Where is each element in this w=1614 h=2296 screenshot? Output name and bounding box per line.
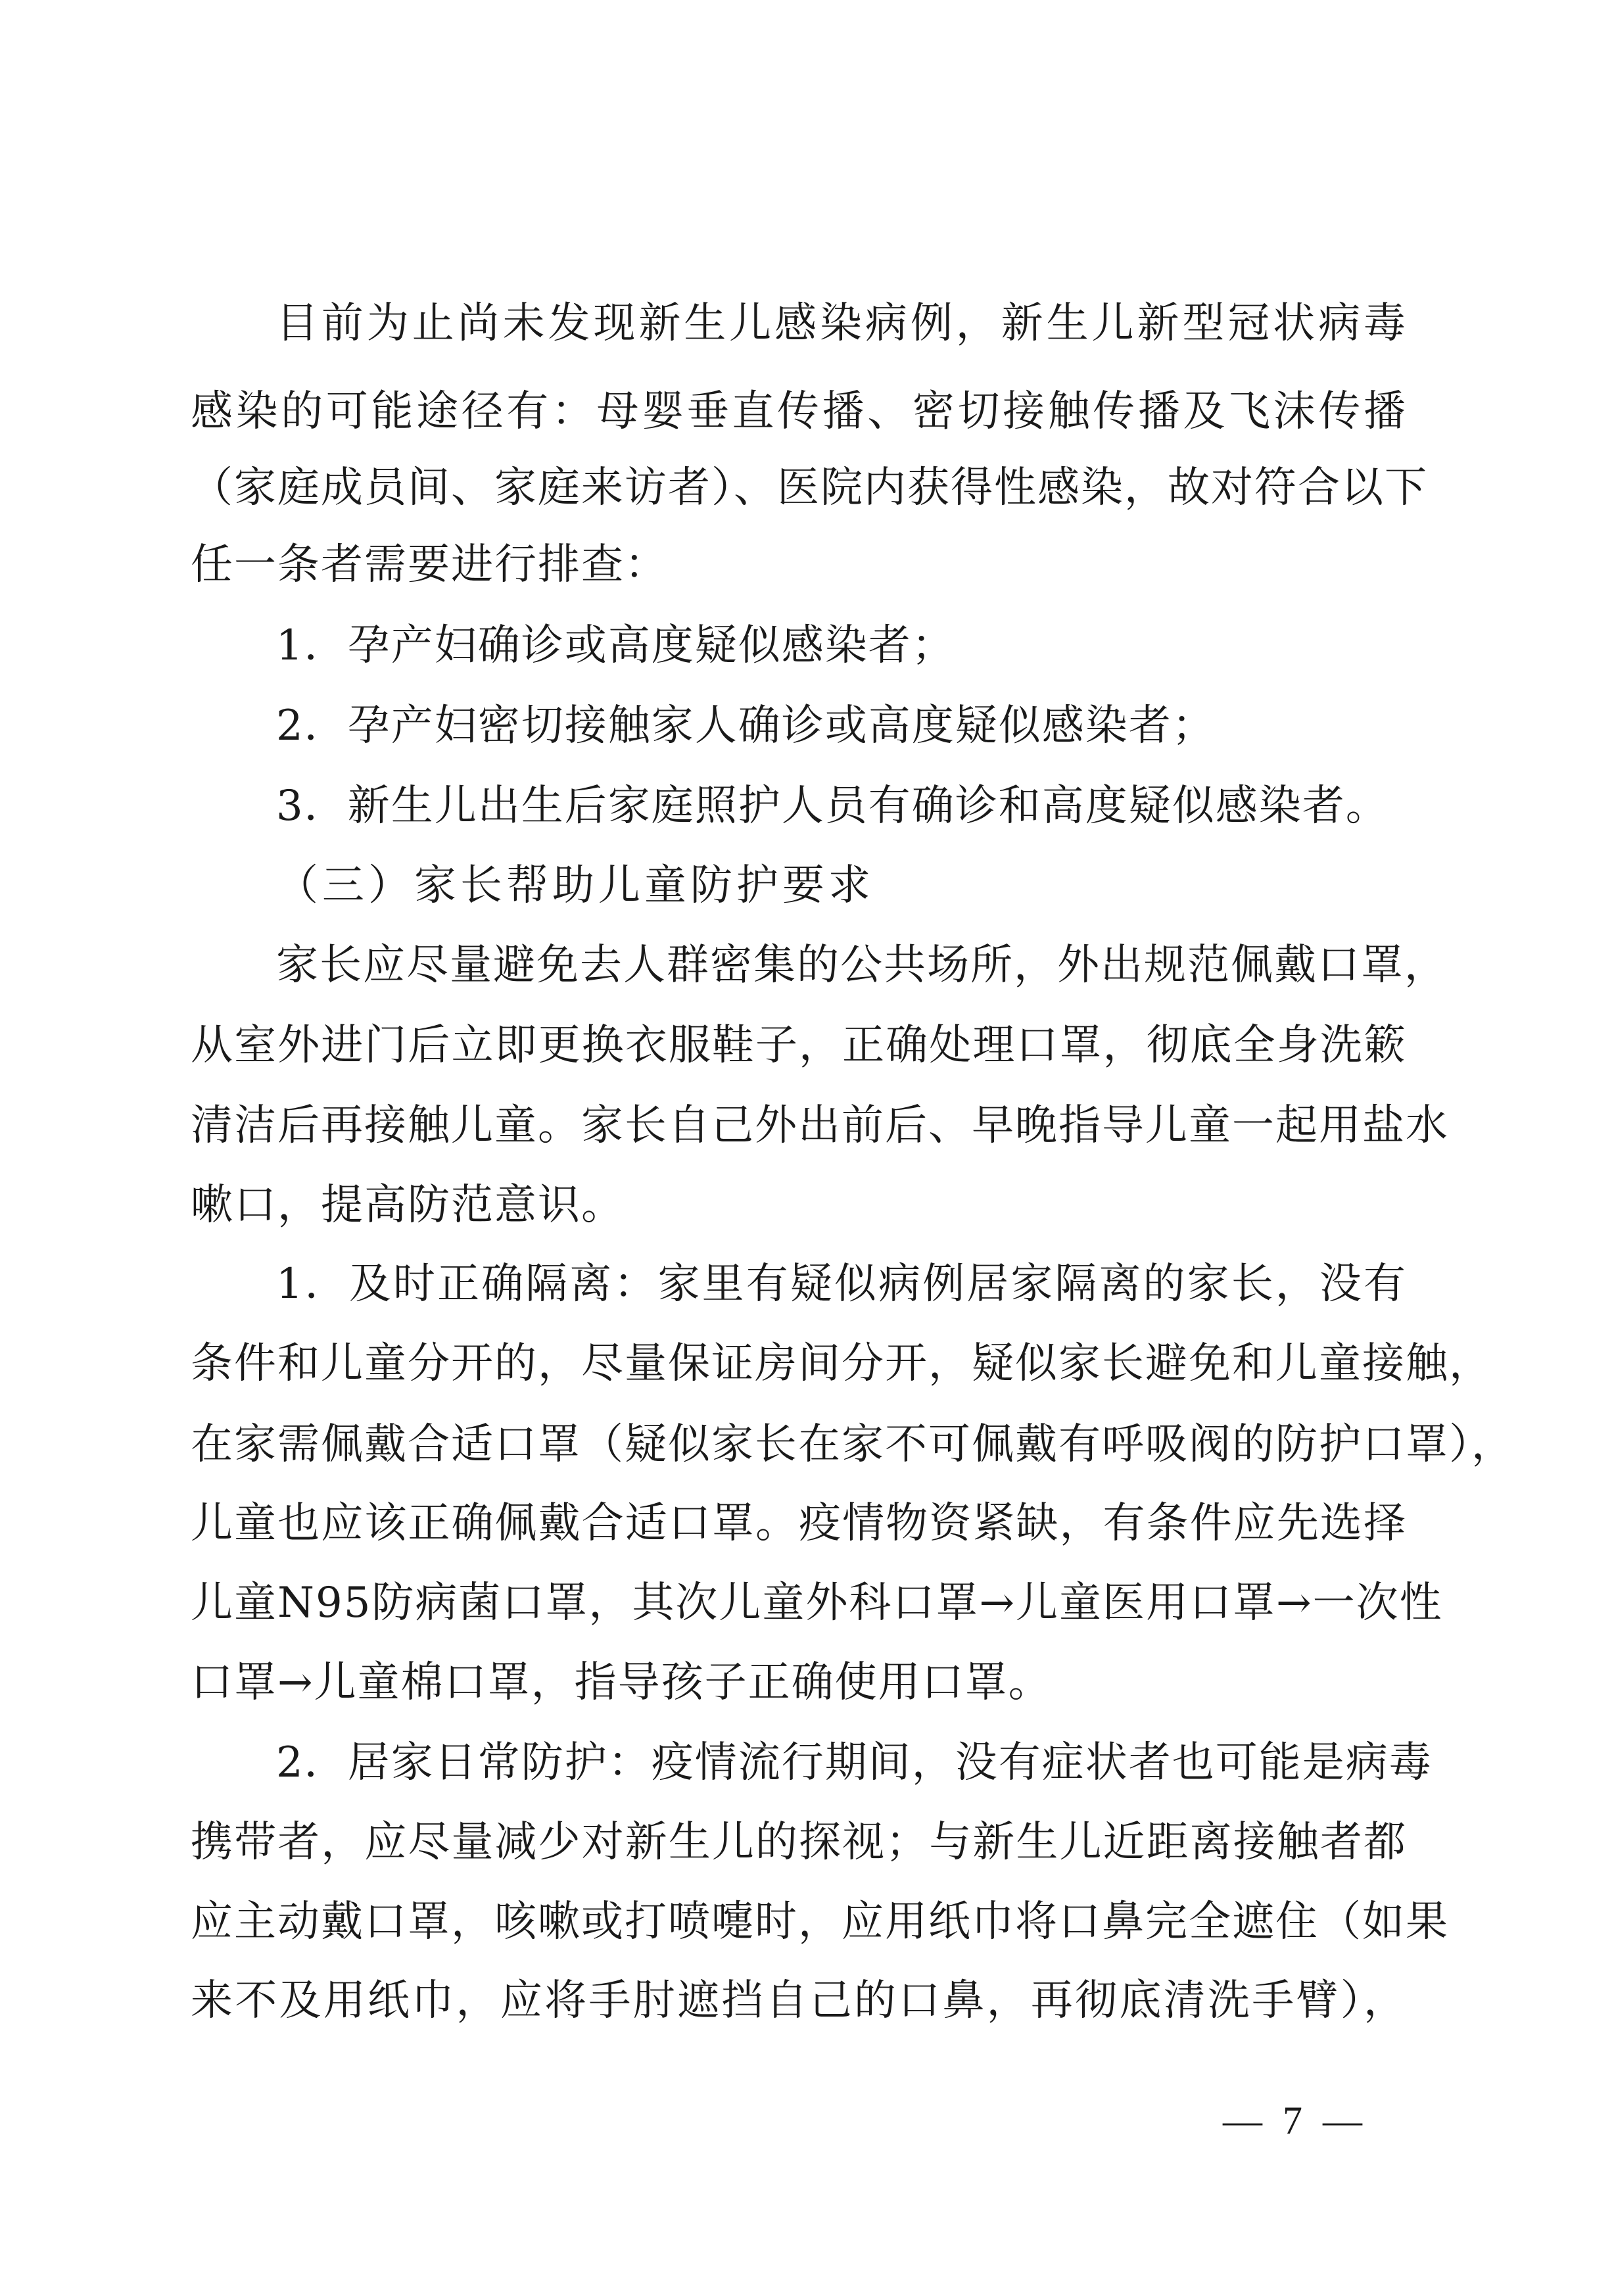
list-item: 2．孕产妇密切接触家人确诊或高度疑似感染者； bbox=[276, 702, 1216, 750]
body-text-line: 应主动戴口罩，咳嗽或打喷嚏时，应用纸巾将口鼻完全遮住（如果 bbox=[191, 1898, 1449, 1946]
body-text-line: 在家需佩戴合适口罩（疑似家长在家不可佩戴有呼吸阀的防护口罩）， bbox=[191, 1420, 1515, 1469]
body-text-line: 目前为止尚未发现新生儿感染病例，新生儿新型冠状病毒 bbox=[276, 299, 1407, 348]
body-text-line: 任一条者需要进行排查： bbox=[191, 540, 668, 589]
body-text-line: 口罩→儿童棉口罩，指导孩子正确使用口罩。 bbox=[191, 1658, 1052, 1707]
body-text-line: 携带者，应尽量减少对新生儿的探视；与新生儿近距离接触者都 bbox=[191, 1818, 1407, 1867]
body-text-line: 1．及时正确隔离：家里有疑似病例居家隔离的家长，没有 bbox=[276, 1260, 1407, 1308]
section-heading: （三）家长帮助儿童防护要求 bbox=[276, 861, 874, 910]
body-text-line: 2．居家日常防护：疫情流行期间，没有症状者也可能是病毒 bbox=[276, 1738, 1433, 1787]
body-text-line: 儿童N95防病菌口罩，其次儿童外科口罩→儿童医用口罩→一次性 bbox=[191, 1579, 1443, 1627]
list-item: 1．孕产妇确诊或高度疑似感染者； bbox=[276, 621, 955, 670]
body-text-line: 来不及用纸巾，应将手肘遮挡自己的口鼻，再彻底清洗手臂）， bbox=[191, 1976, 1407, 2025]
body-text-line: 嗽口，提高防范意识。 bbox=[191, 1181, 625, 1230]
body-text-line: 家长应尽量避免去人群密集的公共场所，外出规范佩戴口罩， bbox=[276, 941, 1448, 990]
body-text-line: 感染的可能途径有：母婴垂直传播、密切接触传播及飞沫传播 bbox=[191, 387, 1407, 436]
body-text-line: 从室外进门后立即更换衣服鞋子，正确处理口罩，彻底全身洗簌 bbox=[191, 1021, 1407, 1070]
body-text-line: 清洁后再接触儿童。家长自己外出前后、早晚指导儿童一起用盐水 bbox=[191, 1101, 1449, 1150]
body-text-line: （家庭成员间、家庭来访者）、医院内获得性感染，故对符合以下 bbox=[191, 464, 1428, 512]
list-item: 3．新生儿出生后家庭照护人员有确诊和高度疑似感染者。 bbox=[276, 782, 1389, 830]
page-number: — 7 — bbox=[1223, 2099, 1367, 2142]
body-text-line: 儿童也应该正确佩戴合适口罩。疫情物资紧缺，有条件应先选择 bbox=[191, 1499, 1407, 1548]
body-text-line: 条件和儿童分开的，尽量保证房间分开，疑似家长避免和儿童接触， bbox=[191, 1339, 1492, 1388]
